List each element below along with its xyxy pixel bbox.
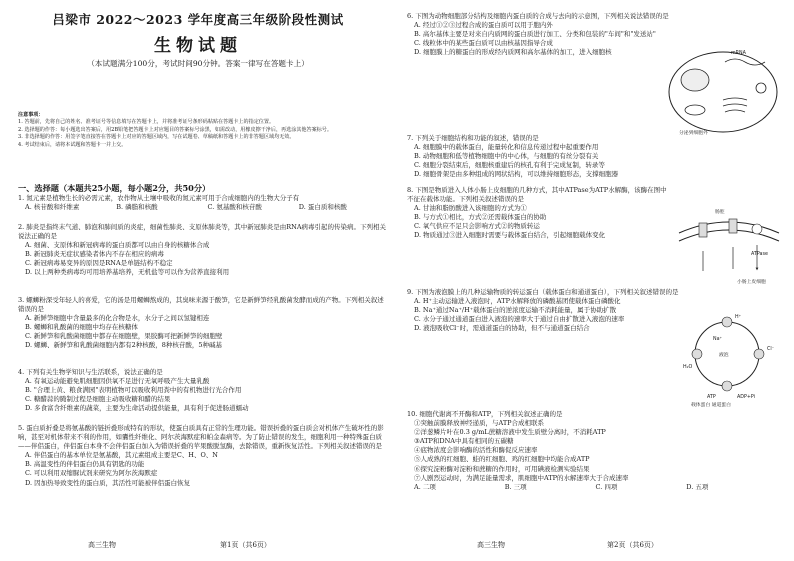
question-stem: 10. 细胞代谢离不开酶和ATP，下列相关叙述正确的是 [407, 410, 563, 418]
option: C. 四项 [595, 482, 618, 491]
question-stem: 2. 肺炎是指终末气道、肺泡和肺间质的炎症，细菌性肺炎、支原体肺炎等，其中新冠肺炎是由RNA病毒引起的传染病。下列相关说法正确的是 [18, 223, 387, 241]
atpase-label: ATPase [751, 252, 768, 257]
question-6 [407, 12, 669, 57]
figure-caption: 分泌到细胞外 [679, 131, 708, 136]
statement: ②洋葱鳞片叶在0.3 g/mL蔗糖溶液中发生质壁分离时，不消耗ATP [414, 428, 606, 437]
vesicle-shape [756, 83, 766, 93]
question-stem: 5. 蛋白质折叠是将氨基酸的链折叠形成特有的形状，使蛋白质具有正常的生理功能。错误折叠的蛋白质会对机体产生破坏性的影响，甚至对机体带来不利的作用，如囊性纤维化、阿尔茨海默症和帕金森病等。为了防止错误的发生，细胞利用一种特殊蛋白质——伴侣蛋白，伴侣蛋白本身不会伴侣蛋白加入为错误折叠的苹果酸脱氢酶，去除错误，重新恢复活性。下列相关叙述错误的是 [18, 424, 384, 451]
atpase-shape [752, 224, 762, 234]
question-stem: 3. 螺蛳粉深受年轻人的喜爱，它的汤是用螺蛳熬成的，其臭味来源于酸笋，它是新鲜笋经乳酸菌发酵而成的产物。下列相关叙述错误的是 [18, 296, 384, 314]
nucleus-shape [681, 69, 709, 91]
option: C. 氨基酸和核苷酸 [207, 203, 262, 212]
mrna-label: mRNA [731, 51, 746, 56]
vacuole-label: 液泡 [719, 353, 729, 358]
golgi-shape [723, 98, 747, 112]
question-stem: 8. 下图是物质进入人体小肠上皮细胞的几种方式，其中ATPase为ATP水解酶，该酶在图中不征在载体功能。下列相关叙述错误的是 [407, 186, 667, 204]
option: C. 线粒体中的某些蛋白质可以由核基因指导合成 [414, 39, 553, 48]
option: B. 高尔基体主要是对来自内质网的蛋白质进行加工、分类和包装的"车间"和"发送站" [414, 30, 656, 39]
question-4 [18, 368, 390, 413]
question-stem: 1. 氮元素是植物生长的必需元素，农作物从土壤中吸收的氮元素可用于合成细胞内的生物大分子有 [18, 194, 300, 202]
statement: ③ATP和DNA中具有相同的五碳糖 [414, 437, 514, 446]
option: B. 磷脂和核酸 [116, 203, 158, 212]
option: B. 新冠肺炎无症状感染者体内不存在相应的病毒 [25, 250, 164, 259]
option: D. 物质通过③进入细胞时需要与载体蛋白结合，引起细胞载体变化 [414, 231, 606, 240]
notice-heading: 注意事项： [18, 112, 44, 118]
carrier-protein-shape [722, 317, 732, 327]
cell-label: 小肠上皮细胞 [737, 280, 766, 285]
option: D. 螺蛳、新鲜笋和乳酸菌细胞内都有2种核酸，8种核苷酸，5种碱基 [25, 341, 223, 350]
statement: ⑥探究淀粉酶对淀粉和蔗糖的作用时，可用碘液检测实验结果 [414, 464, 590, 473]
cl-ion-label: Cl⁻ [767, 347, 775, 352]
option: A. 二项 [414, 482, 436, 491]
statement: ①突触前膜释放神经递质，与ATP合成相联系 [414, 419, 545, 428]
option: A. 细胞膜中的载体蛋白，能量转化和信息传递过程中起重要作用 [414, 143, 599, 152]
adp-label: ADP+Pi [737, 395, 756, 400]
option: C. 可以利用双缩脲试剂来研究为阿尔茨海默症 [25, 469, 158, 478]
option: C. 水分子通过通道蛋白进入液泡的速率大于通过自由扩散进入液泡的速率 [414, 315, 625, 324]
carrier-protein-shape [699, 223, 707, 237]
option: C. 新鲜笋和乳酸菌细胞中都存在细胞壁，果胶酶可把新鲜笋的细胞壁 [25, 332, 223, 341]
option: B. 高温变性的伴侣蛋白仍具有钥匙的功能 [25, 460, 145, 469]
carrier-protein-shape [729, 219, 737, 233]
option: C. 细胞分裂结束后，细胞核重建后的核孔有利于完成复制，转录等 [414, 161, 605, 170]
lumen-label: 肠腔 [715, 210, 725, 215]
notice-item: 2. 选择题的作答：每小题选出答案后，用2B铅笔把答题卡上对应题目的答案标号涂黑，如需改动，用橡皮擦干净后，再选涂其他答案标号。 [18, 126, 332, 133]
option: B. 与方式①相比，方式②还需载体蛋白的协助 [414, 213, 547, 222]
question-2 [18, 223, 390, 278]
atp-label: ATP [707, 395, 716, 400]
right-page [397, 0, 794, 561]
question-3 [18, 296, 390, 351]
option: D. 五项 [686, 482, 709, 491]
notice-item: 3. 非选择题的作答：用签字笔直接答在答题卡上对应的答题区域内，写在试题卷、草稿纸和答题卡上的非答题区域均无效。 [18, 134, 295, 141]
atpase-shape [722, 381, 732, 391]
footer-page-number: 第2页（共6页） [607, 541, 658, 549]
exam-note: （本试题满分100分，考试时间90分钟。答案一律写在答题卡上） [87, 59, 309, 68]
option: B. 螺蛳和乳酸菌的细胞中均存在核糖体 [25, 323, 138, 332]
question-stem: 4. 下列有关生物学知识与生活联系，说法正确的是 [18, 368, 163, 376]
question-10 [407, 410, 777, 492]
channel-protein-shape [692, 349, 702, 359]
question-9 [407, 288, 677, 333]
question-7 [407, 134, 647, 179]
option: A. 有氧运动能避免肌细胞因供氧不足进行无氧呼吸产生大量乳酸 [25, 377, 210, 386]
legend-label: 载体蛋白 通道蛋白 [691, 403, 731, 408]
option: D. 多食富含纤维素的蔬菜，主要为生命活动提供能量，具有利于促进肠道蠕动 [25, 404, 249, 413]
channel-protein-shape [754, 349, 764, 359]
membrane-transport-diagram [675, 205, 783, 287]
question-stem: 7. 下列关于细胞结构和功能的叙述，错误的是 [407, 134, 539, 142]
option: D. 液泡吸收Cl⁻时，需通道蛋白的协助，但不与通道蛋白结合 [414, 324, 590, 333]
mitochondrion-shape [685, 105, 705, 115]
option: A. 核苷酸和纤维素 [25, 203, 80, 212]
notice-item: 1. 答题前，先将自己的姓名、准考证号等信息填写在答题卡上，并将准考证号条形码粘贴在答题卡上的指定位置。 [18, 119, 275, 126]
option: A. H⁺主动运输进入液泡时，ATP水解释放的磷酸基团使载体蛋白磷酸化 [414, 297, 621, 306]
notice-item: 4. 考试结束后，请将本试题和答题卡一并上交。 [18, 141, 127, 148]
question-5 [18, 424, 390, 488]
notice-block [18, 112, 390, 149]
option: A. 细菌、支原体和新冠病毒的蛋白质都可以由自身的核糖体合成 [25, 241, 210, 250]
option: B. Na⁺通过Na⁺/H⁺载体蛋白的逆浓度运输不消耗能量，属于协助扩散 [414, 306, 617, 315]
subject-title: 生物试题 [154, 36, 242, 56]
footer-subject: 高三生物 [477, 541, 505, 549]
option: A. 甘油和脂肪酸进入该细胞的方式为① [414, 204, 527, 213]
option: D. 因加热导致变性的蛋白质，其活性可能被伴侣蛋白恢复 [25, 478, 191, 487]
option: B. 动物细胞和低等植物细胞中的中心体，与细胞的有丝分裂有关 [414, 152, 599, 161]
section-heading: 一、选择题（本题共25小题，每小题2分，共50分） [18, 183, 211, 193]
option: C. 氧气供应不足只会影响方式②的物质转运 [414, 222, 540, 231]
option: D. 细胞骨架是由多种组成的网状结构，可以维持细胞形态，支撑细胞器 [414, 170, 619, 179]
exam-title: 吕梁市 2022～2023 学年度高三年级阶段性测试 [52, 12, 344, 27]
question-1 [18, 194, 390, 212]
option: A. 伴侣蛋白的基本单位是氨基酸，其元素组成主要是C、H、O、N [25, 451, 218, 460]
option: C. 新冠病毒易变异的原因是RNA是单链结构不稳定 [25, 259, 173, 268]
option: B. "合理上黄、粮食满园"表明植物可以吸收利用粪中的有机物进行光合作用 [25, 386, 242, 395]
footer-subject: 高三生物 [88, 541, 116, 549]
option: D. 蛋白质和核酸 [298, 203, 347, 212]
option: D. 以上两种类病毒均可用培养基培养，无机盐等可以作为营养直接利用 [25, 268, 230, 277]
question-8 [407, 186, 669, 241]
question-stem: 6. 下图为动物细胞部分结构及细胞内蛋白质的合成与去向的示意图，下列相关说法错误的是 [407, 12, 669, 20]
question-stem: 9. 下图为液泡膜上的几种运输物质的转运蛋白（载体蛋白和通道蛋白），下列相关叙述错误的是 [407, 288, 679, 296]
statement: ⑤人成熟的红细胞、蛙的红细胞、鸡的红细胞中均能合成ATP [414, 455, 590, 464]
option: B. 三项 [504, 482, 527, 491]
footer-page-number: 第1页（共6页） [220, 541, 271, 549]
cell-organelle-diagram [665, 40, 783, 136]
statement: ④底物浓度会影响酶的活性和酶促反应速率 [414, 446, 538, 455]
option: C. 糖醋蒜的腌制过程是细胞主动吸收糖和醋的结果 [25, 395, 171, 404]
option: A. 新鲜笋细胞中含量最多的化合物是水，水分子之间以氢键相连 [25, 314, 210, 323]
statement: ⑦人剧烈运动时，为满足能量需求，肌细胞中ATP的水解速率大于合成速率 [414, 473, 629, 482]
option: A. 经过①②③过程合成的蛋白质可以用于胞内外 [414, 21, 553, 30]
vacuole-transport-diagram [683, 306, 783, 408]
option: D. 细胞膜上的糖蛋白的形成经内质网和高尔基体的加工，进入细胞核 [414, 48, 612, 57]
water-label: H₂O [683, 365, 693, 370]
na-ion-label: Na⁺ [713, 337, 723, 342]
h-ion-label: H⁺ [735, 315, 742, 320]
